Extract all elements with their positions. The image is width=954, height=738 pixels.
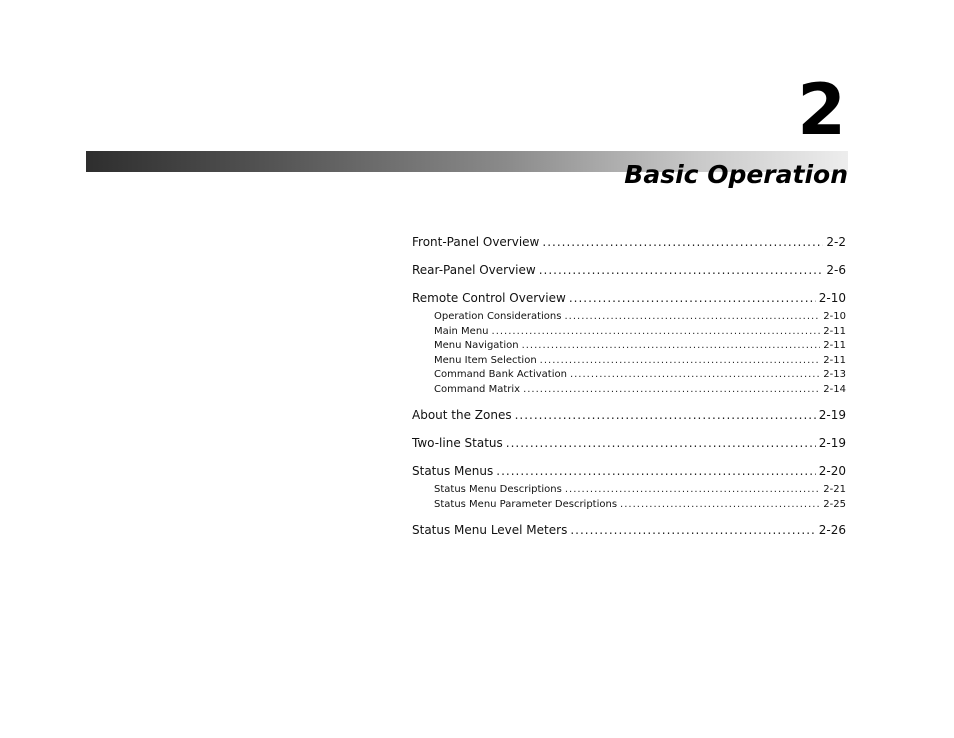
toc-section	[412, 261, 846, 280]
toc-entry-label: About the Zones	[412, 408, 512, 422]
toc-entry[interactable]	[412, 233, 846, 252]
toc-section	[412, 434, 846, 453]
toc-subentry[interactable]	[412, 383, 846, 398]
toc-subentry-label: Status Menu Parameter Descriptions	[434, 498, 618, 510]
toc-section	[412, 521, 846, 540]
toc-leader-dots	[565, 483, 820, 498]
toc-subentries	[412, 483, 846, 512]
toc-subentry-label: Command Matrix	[434, 383, 521, 395]
toc-entry-page: 2-20	[818, 464, 846, 478]
toc-entry-page: 2-19	[818, 436, 846, 450]
chapter-number: 2	[797, 69, 846, 151]
toc-leader-dots	[570, 368, 820, 383]
toc-entry-label: Remote Control Overview	[412, 291, 566, 305]
toc-entry-label: Rear-Panel Overview	[412, 263, 536, 277]
toc-entry-page: 2-6	[826, 263, 846, 277]
toc-leader-dots	[569, 289, 816, 308]
toc-subentry-label: Status Menu Descriptions	[434, 484, 562, 495]
toc-subentry-label: Main Menu	[434, 325, 489, 337]
toc-entry[interactable]	[412, 289, 846, 308]
toc-entry-label: Front-Panel Overview	[412, 235, 540, 249]
toc-subentry-page: 2-11	[823, 340, 846, 351]
toc-subentry[interactable]	[412, 498, 846, 513]
toc-section	[412, 406, 846, 425]
toc-subentry-label: Operation Considerations	[434, 311, 562, 322]
toc-leader-dots	[492, 325, 821, 340]
toc-subentry-page: 2-10	[823, 311, 846, 322]
toc-leader-dots	[506, 434, 816, 453]
toc-leader-dots	[523, 383, 820, 398]
toc-leader-dots	[539, 261, 824, 280]
toc-section	[412, 289, 846, 397]
toc-subentry[interactable]	[412, 325, 846, 340]
toc-leader-dots	[522, 339, 821, 354]
toc-subentry[interactable]	[412, 354, 846, 369]
toc-leader-dots	[620, 498, 820, 513]
toc-entry-page: 2-10	[818, 291, 846, 305]
toc-leader-dots	[570, 521, 815, 540]
toc-entry[interactable]	[412, 261, 846, 280]
toc-entry-page: 2-2	[826, 235, 846, 249]
toc-section	[412, 233, 846, 252]
toc-entry-page: 2-26	[818, 523, 846, 537]
toc-subentry-label: Command Bank Activation	[434, 369, 567, 380]
toc-subentry-label: Menu Navigation	[434, 340, 519, 351]
toc-entry[interactable]	[412, 406, 846, 425]
toc-subentry[interactable]	[412, 368, 846, 383]
toc-entry[interactable]	[412, 462, 846, 481]
toc-subentry-page: 2-25	[823, 498, 846, 510]
toc-entry-label: Status Menu Level Meters	[412, 523, 568, 537]
toc-subentry-page: 2-11	[823, 325, 846, 337]
chapter-title: Basic Operation	[624, 160, 848, 189]
toc-entry[interactable]	[412, 434, 846, 453]
toc-leader-dots	[542, 233, 823, 252]
toc-subentry-page: 2-11	[823, 354, 846, 366]
toc-entry-label: Two-line Status	[412, 436, 503, 450]
toc-entry-label: Status Menus	[412, 464, 494, 478]
toc-entry-page: 2-19	[818, 408, 846, 422]
toc-subentry-page: 2-13	[823, 369, 846, 380]
toc-section	[412, 462, 846, 512]
toc-subentry-page: 2-21	[823, 484, 846, 495]
toc-subentry-page: 2-14	[823, 383, 846, 395]
toc-leader-dots	[496, 462, 816, 481]
toc-subentry[interactable]	[412, 339, 846, 354]
toc-entry[interactable]	[412, 521, 846, 540]
toc-subentry[interactable]	[412, 310, 846, 325]
toc-leader-dots	[564, 310, 820, 325]
toc-subentries	[412, 310, 846, 397]
toc-subentry[interactable]	[412, 483, 846, 498]
toc-subentry-label: Menu Item Selection	[434, 354, 537, 366]
toc-leader-dots	[515, 406, 816, 425]
toc-leader-dots	[540, 354, 821, 369]
table-of-contents	[412, 233, 846, 549]
